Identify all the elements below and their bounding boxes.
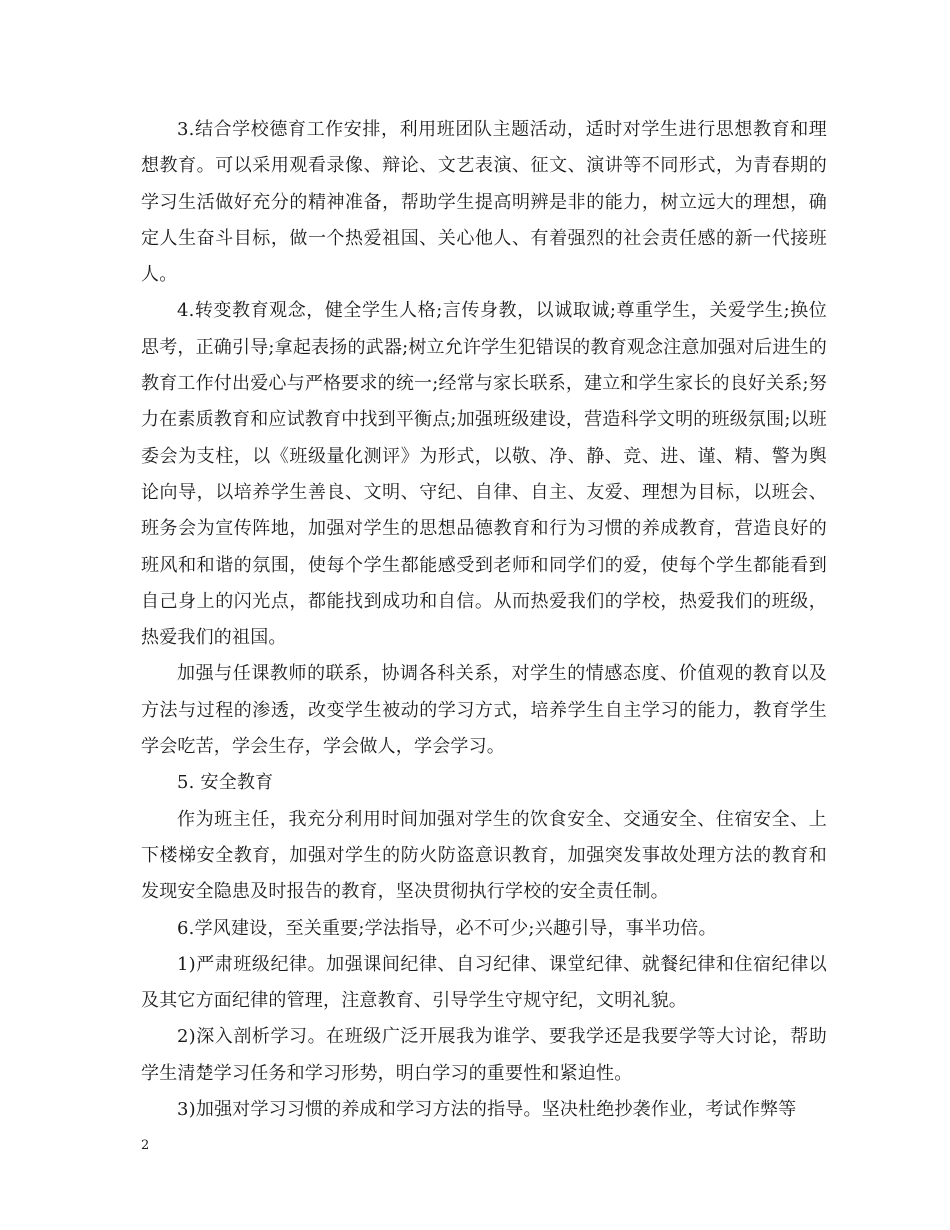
paragraph-education-concept: 4.转变教育观念，健全学生人格;言传身教，以诚取诚;尊重学生，关爱学生;换位思考，正确引导;拿起表扬的武器;树立允许学生犯错误的教育观念注意加强对后进生的教育工作付出爱心与严格要求的统一;经常与家长联系，建立和学生家长的良好关系;努力在素质教育和应试教育中找到平衡点;加强班级建设，营造科学文明的班级氛围;以班委会为支柱，以《班级量化测评》为形式，以敬、净、静、竞、进、谨、精、警为舆论向导，以培养学生善良、文明、守纪、自律、自主、友爱、理想为目标，以班会、班务会为宣传阵地，加强对学生的思想品德教育和行为习惯的养成教育，营造良好的班风和和谐的氛围，使每个学生都能感受到老师和同学们的爱，使每个学生都能看到自己身上的闪光点，都能找到成功和自信。从而热爱我们的学校，热爱我们的班级，热爱我们的祖国。 <box>141 300 827 649</box>
document-body <box>141 112 827 1128</box>
paragraph-study-style: 6.学风建设，至关重要;学法指导，必不可少;兴趣引导，事半功倍。 <box>177 917 717 939</box>
paragraph-study-habits: 3)加强对学习习惯的养成和学习方法的指导。坚决杜绝抄袭作业，考试作弊等 <box>177 1099 797 1121</box>
paragraph-moral-education: 3.结合学校德育工作安排，利用班团队主题活动，适时对学生进行思想教育和理想教育。可以采用观看录像、辩论、文艺表演、征文、演讲等不同形式，为青春期的学习生活做好充分的精神准备，帮助学生提高明辨是非的能力，树立远大的理想，确定人生奋斗目标，做一个热爱祖国、关心他人、有着强烈的社会责任感的新一代接班人。 <box>141 119 827 286</box>
paragraph-study-analysis: 2)深入剖析学习。在班级广泛开展我为谁学、要我学还是我要学等大讨论，帮助学生清楚学习任务和学习形势，明白学习的重要性和紧迫性。 <box>141 1026 827 1084</box>
paragraph-class-discipline: 1)严肃班级纪律。加强课间纪律、自习纪律、课堂纪律、就餐纪律和住宿纪律以及其它方面纪律的管理，注意教育、引导学生守规守纪，文明礼貌。 <box>141 953 827 1012</box>
paragraph-safety-education: 作为班主任，我充分利用时间加强对学生的饮食安全、交通安全、住宿安全、上下楼梯安全教育，加强对学生的防火防盗意识教育，加强突发事故处理方法的教育和发现安全隐患及时报告的教育，坚决贯彻执行学校的安全责任制。 <box>141 808 827 903</box>
paragraph-teacher-contact: 加强与任课教师的联系，协调各科关系，对学生的情感态度、价值观的教育以及方法与过程的渗透，改变学生被动的学习方式，培养学生自主学习的能力，教育学生学会吃苦，学会生存，学会做人，学会学习。 <box>141 663 827 758</box>
section-heading-safety: 5. 安全教育 <box>177 772 274 794</box>
page-number: 2 <box>141 1138 150 1153</box>
